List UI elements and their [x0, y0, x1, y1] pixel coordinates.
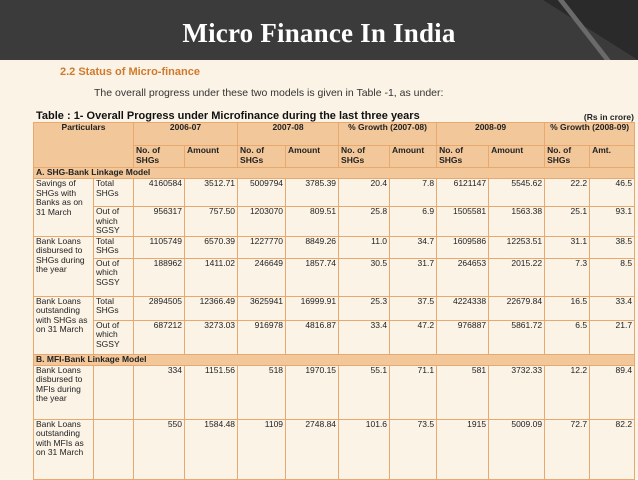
cell: 34.7: [390, 236, 437, 258]
cell: 1857.74: [286, 258, 339, 296]
cell: 21.7: [590, 320, 635, 354]
table-row: [34, 320, 635, 354]
cell: 1151.56: [185, 365, 238, 419]
table-row: [34, 179, 635, 207]
cell: 2748.84: [286, 419, 339, 479]
cell: 1411.02: [185, 258, 238, 296]
cell: 1109: [238, 419, 286, 479]
cell: 809.51: [286, 207, 339, 237]
cell: 6570.39: [185, 236, 238, 258]
cell: 188962: [134, 258, 185, 296]
cell: 73.5: [390, 419, 437, 479]
cell: 3732.33: [489, 365, 545, 419]
cell: 7.3: [545, 258, 590, 296]
cell: 33.4: [590, 296, 635, 320]
cell: 8.5: [590, 258, 635, 296]
cell: 6.9: [390, 207, 437, 237]
progress-table: [33, 122, 635, 480]
row-sublabel: Out of which SGSY: [94, 258, 134, 296]
cell: 7.8: [390, 179, 437, 207]
cell: 1584.48: [185, 419, 238, 479]
cell: 1227770: [238, 236, 286, 258]
cell: 25.3: [339, 296, 390, 320]
row-sublabel: Total SHGs: [94, 179, 134, 207]
row-sublabel: Out of which SGSY: [94, 320, 134, 354]
cell: 2894505: [134, 296, 185, 320]
cell: 3625941: [238, 296, 286, 320]
table-caption: Table : 1- Overall Progress under Microfinance during the last three years: [36, 110, 420, 122]
cell: 1915: [437, 419, 489, 479]
cell: 1609586: [437, 236, 489, 258]
table-row: [34, 207, 635, 237]
cell: 25.8: [339, 207, 390, 237]
row-sublabel: Total SHGs: [94, 236, 134, 258]
row-sublabel: Total SHGs: [94, 296, 134, 320]
subcol-amount: Amount: [185, 146, 238, 168]
cell: 1203070: [238, 207, 286, 237]
cell: 5545.62: [489, 179, 545, 207]
subcol-no-shgs: No. of SHGs: [545, 146, 590, 168]
cell: 550: [134, 419, 185, 479]
cell: 5009.09: [489, 419, 545, 479]
cell: 25.1: [545, 207, 590, 237]
table-row: [34, 258, 635, 296]
cell: 37.5: [390, 296, 437, 320]
col-growth-2007-08: % Growth (2007-08): [339, 123, 437, 146]
subcol-no-shgs: No. of SHGs: [339, 146, 390, 168]
cell: 22679.84: [489, 296, 545, 320]
cell: 8849.26: [286, 236, 339, 258]
table-row: [34, 296, 635, 320]
cell: 518: [238, 365, 286, 419]
cell: 334: [134, 365, 185, 419]
cell: 3273.03: [185, 320, 238, 354]
cell: 1105749: [134, 236, 185, 258]
cell: 12.2: [545, 365, 590, 419]
row-sublabel: [94, 419, 134, 479]
cell: 581: [437, 365, 489, 419]
cell: 30.5: [339, 258, 390, 296]
col-growth-2008-09: % Growth (2008-09): [545, 123, 635, 146]
col-2007-08: 2007-08: [238, 123, 339, 146]
cell: 6.5: [545, 320, 590, 354]
col-particulars: Particulars: [34, 123, 134, 168]
cell: 3785.39: [286, 179, 339, 207]
row-sublabel: Out of which SGSY: [94, 207, 134, 237]
subcol-amt: Amt.: [590, 146, 635, 168]
intro-text: The overall progress under these two models is given in Table -1, as under:: [94, 87, 444, 99]
cell: 16.5: [545, 296, 590, 320]
row-label: Bank Loans outstanding with SHGs as on 31 March: [34, 296, 94, 354]
table-row: [34, 236, 635, 258]
cell: 6121147: [437, 179, 489, 207]
cell: 5009794: [238, 179, 286, 207]
cell: 264653: [437, 258, 489, 296]
cell: 12253.51: [489, 236, 545, 258]
slide-title: Micro Finance In India: [182, 18, 456, 48]
document-scan: [0, 60, 638, 479]
section-a-header: A. SHG-Bank Linkage Model: [34, 168, 635, 179]
cell: 82.2: [590, 419, 635, 479]
cell: 46.5: [590, 179, 635, 207]
cell: 5861.72: [489, 320, 545, 354]
cell: 687212: [134, 320, 185, 354]
table-row: [34, 365, 635, 419]
subcol-no-shgs: No. of SHGs: [437, 146, 489, 168]
cell: 20.4: [339, 179, 390, 207]
cell: 4224338: [437, 296, 489, 320]
table-row: [34, 419, 635, 479]
cell: 2015.22: [489, 258, 545, 296]
cell: 16999.91: [286, 296, 339, 320]
cell: 246649: [238, 258, 286, 296]
cell: 93.1: [590, 207, 635, 237]
cell: 4816.87: [286, 320, 339, 354]
cell: 1970.15: [286, 365, 339, 419]
cell: 757.50: [185, 207, 238, 237]
cell: 101.6: [339, 419, 390, 479]
section-b-header: B. MFI-Bank Linkage Model: [34, 354, 635, 365]
section-heading: 2.2 Status of Micro-finance: [60, 66, 200, 78]
cell: 916978: [238, 320, 286, 354]
cell: 55.1: [339, 365, 390, 419]
subcol-no-shgs: No. of SHGs: [238, 146, 286, 168]
cell: 1563.38: [489, 207, 545, 237]
row-label: Bank Loans disbursed to SHGs during the year: [34, 236, 94, 296]
row-label: Bank Loans outstanding with MFIs as on 31 March: [34, 419, 94, 479]
cell: 12366.49: [185, 296, 238, 320]
cell: 33.4: [339, 320, 390, 354]
cell: 47.2: [390, 320, 437, 354]
subcol-amount: Amount: [286, 146, 339, 168]
cell: 3512.71: [185, 179, 238, 207]
cell: 956317: [134, 207, 185, 237]
subcol-no-shgs: No. of SHGs: [134, 146, 185, 168]
cell: 89.4: [590, 365, 635, 419]
col-2006-07: 2006-07: [134, 123, 238, 146]
cell: 31.1: [545, 236, 590, 258]
units-label: (Rs in crore): [583, 112, 634, 122]
cell: 976887: [437, 320, 489, 354]
cell: 38.5: [590, 236, 635, 258]
cell: 1505581: [437, 207, 489, 237]
col-2008-09: 2008-09: [437, 123, 545, 146]
cell: 11.0: [339, 236, 390, 258]
subcol-amount: Amount: [489, 146, 545, 168]
cell: 71.1: [390, 365, 437, 419]
subcol-amount: Amount: [390, 146, 437, 168]
title-banner: [0, 0, 638, 60]
cell: 72.7: [545, 419, 590, 479]
row-sublabel: [94, 365, 134, 419]
row-label: Savings of SHGs with Banks as on 31 March: [34, 179, 94, 237]
cell: 22.2: [545, 179, 590, 207]
cell: 4160584: [134, 179, 185, 207]
row-label: Bank Loans disbursed to MFIs during the year: [34, 365, 94, 419]
cell: 31.7: [390, 258, 437, 296]
